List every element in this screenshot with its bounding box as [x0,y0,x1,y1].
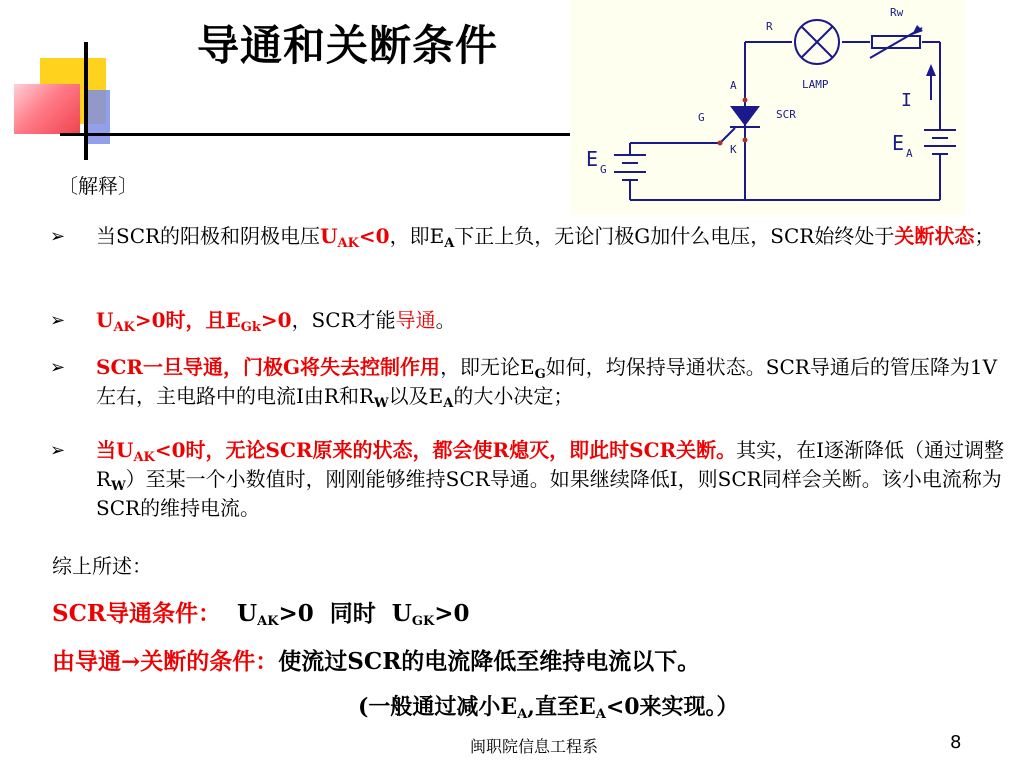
label-lamp: LAMP [802,78,829,91]
label-anode: A [730,79,737,92]
bullet-4: 当$U_{AK}<0$时，无论SCR原来的状态，都会使R熄灭，即此时SCR关断。其实，在I逐渐降低（通过调整$R_W$）至某一个小数值时，刚刚能够维持SCR导通。如果继续降低I，则SCR同样会关断。该小电流称为SCR的维持电流。 [96,438,1005,520]
label-eg-sub: G [600,163,607,176]
label-current-i: I [901,90,912,111]
bullet-1: 当SCR的阳极和阴极电压$U_{AK}<0$，即$E_A$下正上负，无论门极G加什么电压，SCR始终处于关断状态； [96,224,995,251]
summary-heading: 综上所述： [52,554,152,578]
label-ea-sub: A [906,147,913,160]
page-number: 8 [950,732,962,753]
turnoff-note: (一般通过减小$E_A$,直至$E_A<0$来实现。） [358,694,739,722]
label-eg: E [586,147,599,171]
bullet-2: $U_{AK}>0$时，且$E_{Gk}>0$，SCR才能导通。 [96,308,456,335]
bullet-arrow-icon: ➢ [50,310,66,331]
title-underline [60,133,580,136]
label-cathode: K [730,143,737,156]
turnoff-condition: 由导通→关断的条件：使流过SCR的电流降低至维持电流以下。 [52,648,701,675]
decor-red-square [14,84,80,134]
label-rw: Rw [890,6,904,19]
footer-department: 闽职院信息工程系 [470,737,599,756]
bullet-arrow-icon: ➢ [50,226,66,247]
slide-title: 导通和关断条件 [197,21,499,70]
label-scr: SCR [776,108,796,121]
bullet-arrow-icon: ➢ [50,440,66,461]
scr-circuit-diagram [570,0,965,215]
label-r: R [766,20,773,33]
label-gate: G [698,111,705,124]
decor-vertical-line [84,42,88,160]
bullet-3: SCR一旦导通，门极G将失去控制作用，即无论$E_G$如何，均保持导通状态。SCR导通后的管压降为1V左右，主电路中的电流I由R和$R_W$以及$E_A$的大小决定； [96,355,998,411]
label-ea: E [892,131,905,155]
bullet-arrow-icon: ➢ [50,357,66,378]
conduction-condition: SCR导通条件： $U_{AK}>0$ 同时 $U_{GK}>0$ [52,600,470,629]
explain-heading: 〔解释〕 [58,174,138,198]
